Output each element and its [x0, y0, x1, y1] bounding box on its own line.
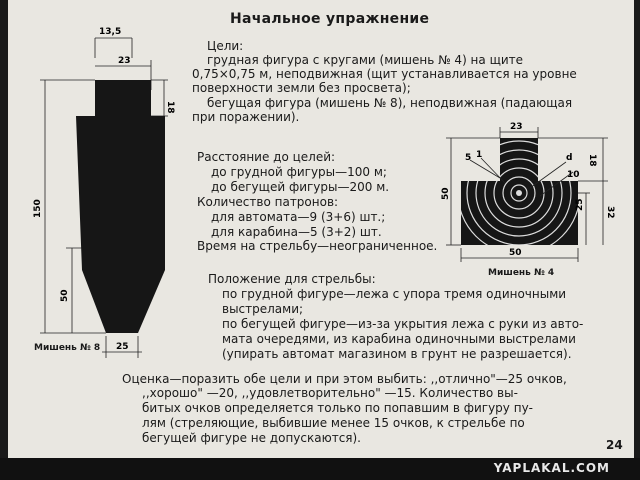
targets-line-2: 0,75×0,75 м, неподвижная (щит устанавливается на уровне: [192, 67, 577, 81]
cartridges-line-6: для карабина—5 (3+2) шт.: [211, 225, 382, 239]
target-8-label: Мишень № 8: [34, 343, 101, 353]
dim-25-base: 25: [116, 342, 129, 352]
position-line-2: по грудной фигуре—лежа с упора тремя одиночными: [222, 287, 567, 301]
position-line-3: выстрелами;: [222, 302, 304, 316]
dim-18: 18: [587, 154, 597, 167]
cartridges-heading: Количество патронов:: [197, 195, 339, 209]
dim-23-head: 23: [118, 56, 131, 66]
target-4-label: Мишень № 4: [488, 268, 555, 278]
dim-18: 18: [165, 101, 175, 114]
dim-13-5: 13,5: [99, 27, 122, 37]
dim-25: 25: [575, 198, 585, 211]
score-line-4: лям (стреляющие, выбившие менее 15 очков, к стрельбе по: [142, 416, 525, 430]
targets-line-5: при поражении).: [192, 110, 300, 124]
dim-d: d: [566, 153, 573, 163]
targets-heading: Цели:: [207, 39, 244, 53]
score-line-3: битых очков определяется только по попавшим в фигуру пу-: [142, 401, 533, 415]
page-number: 24: [606, 438, 623, 452]
distance-line-2: до грудной фигуры—100 м;: [211, 165, 387, 179]
score-line-2: ,,хорошо" —20, ,,удовлетворительно" —15. Количество вы-: [142, 386, 518, 400]
dim-50: 50: [60, 289, 70, 302]
dim-50-vertical: 50: [441, 187, 451, 200]
targets-line-1: грудная фигура с кругами (мишень № 4) на щите: [207, 53, 524, 67]
position-line-4: по бегущей фигуре—из-за укрытия лежа с руки из авто-: [222, 317, 584, 331]
cartridges-line-5: для автомата—9 (3+6) шт.;: [211, 210, 386, 224]
dim-5: 5: [465, 153, 472, 163]
time-line: Время на стрельбу—неограниченное.: [197, 239, 438, 253]
position-line-6: (упирать автомат магазином в грунт не разрешается).: [222, 347, 572, 361]
distance-line-3: до бегущей фигуры—200 м.: [211, 180, 390, 194]
dim-50-horizontal: 50: [509, 248, 522, 258]
score-line-1: Оценка—поразить обе цели и при этом выбить: ,,отлично"—25 очков,: [122, 372, 567, 386]
target-center-dot: [516, 190, 522, 196]
distance-heading: Расстояние до целей:: [197, 150, 336, 164]
watermark: YAPLAKAL.COM: [493, 461, 610, 475]
dim-150: 150: [33, 199, 43, 218]
page-title: Начальное упражнение: [230, 11, 430, 27]
position-line-5: мата очередями, из карабина одиночными выстрелами: [222, 332, 576, 346]
score-line-5: бегущей фигуре не допускаются).: [142, 431, 361, 445]
dim-1: 1: [476, 150, 483, 160]
targets-line-3: поверхности земли без просвета);: [192, 81, 411, 95]
targets-line-4: бегущая фигура (мишень № 8), неподвижная (падающая: [207, 96, 573, 110]
dim-23-top: 23: [510, 122, 523, 132]
dim-32: 32: [605, 206, 615, 219]
dim-10: 10: [567, 170, 580, 180]
position-heading: Положение для стрельбы:: [208, 272, 376, 286]
